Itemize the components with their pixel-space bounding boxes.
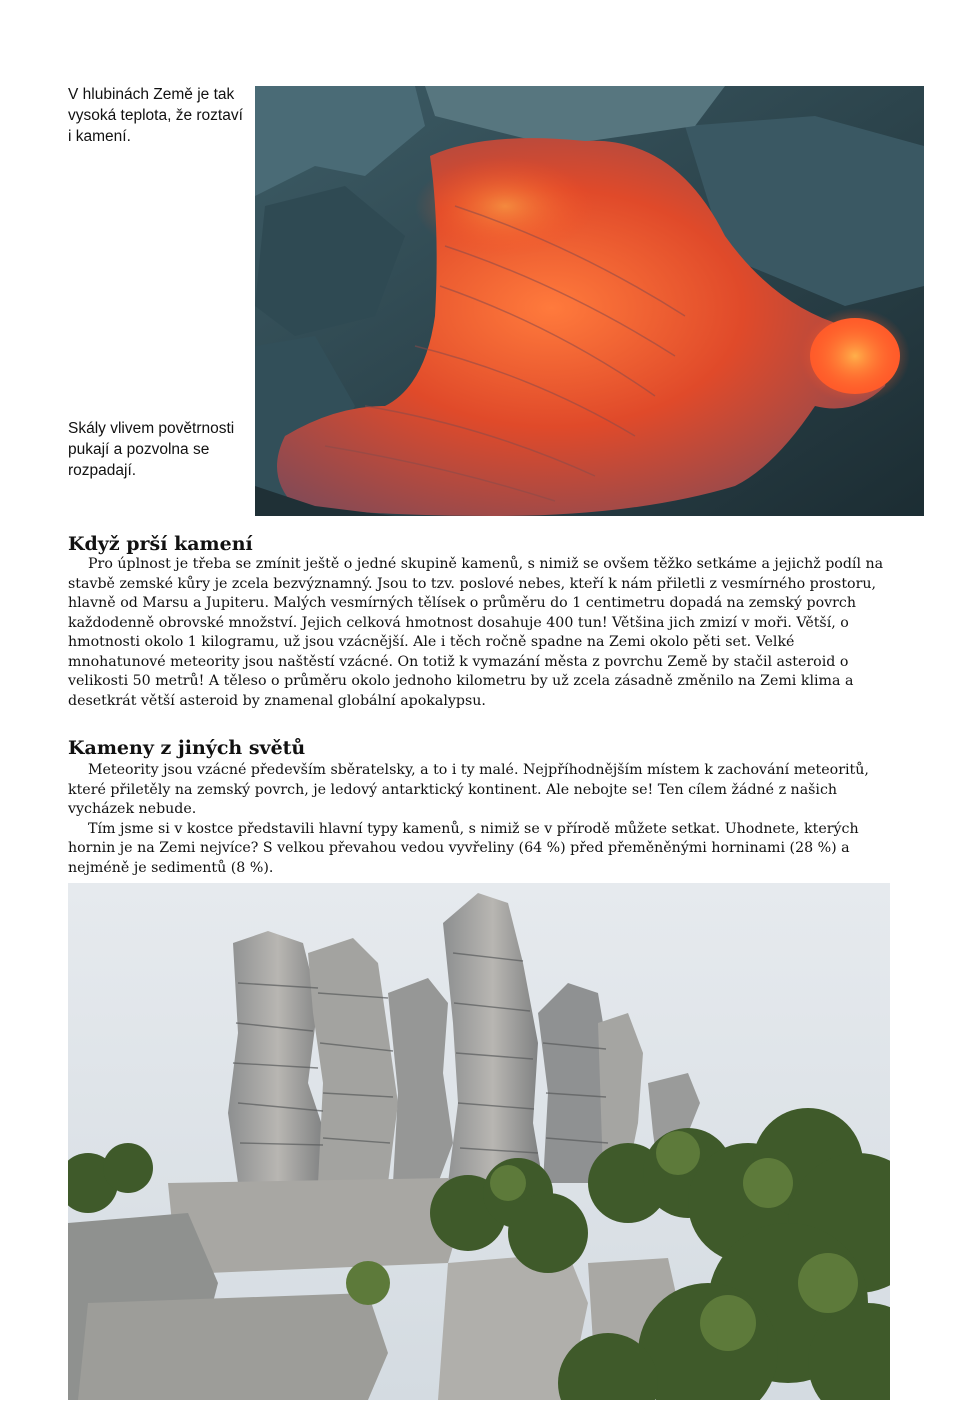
- rock-formation-photo: [68, 883, 890, 1400]
- section-body-other-worlds: [68, 761, 890, 878]
- paragraph: Pro úplnost je třeba se zmínit ještě o jedné skupině kamenů, s nimiž se ovšem těžko setkáme a jejichž podíl na stavbě zemské kůry je zcela bezvýznamný. Jsou to tzv. poslové nebes, kteří k nám přiletli z vesmírného prostoru, hlavně od Marsu a Jupiteru. Malých vesmírných tělísek o průměru do 1 centimetru dopadá na zemský povrch každodenně obrovské množství. Jejich celková hmotnost dosahuje 400 tun! Většina jich zmizí v moři. Větší, o hmotnosti okolo 1 kilogramu, už jsou vzácnější. Ale i těch ročně spadne na Zemi okolo pěti set. Velké mnohatunové meteority jsou naštěstí vzácné. On totiž k vymazání města z povrchu Země by stačil asteroid o velikosti 50 metrů! A těleso o průměru okolo jednoho kilometru by už zcela zásadně změnilo na Zemi klima a desetkrát větší asteroid by znamenal globální apokalypsu.: [68, 556, 884, 709]
- caption-lava: [68, 84, 243, 147]
- section-body-meteor-rain: [68, 555, 890, 711]
- section-heading-meteor-rain: Když prší kamení: [68, 533, 253, 555]
- lava-illustration: [255, 86, 924, 516]
- section-heading-other-worlds: Kameny z jiných světů: [68, 737, 306, 759]
- caption-rocks-text: Skály vlivem povětrnosti pukají a pozvolna se rozpadají.: [68, 420, 235, 479]
- caption-rocks: [68, 418, 243, 481]
- lava-photo: [255, 86, 924, 516]
- caption-lava-text: V hlubinách Země je tak vysoká teplota, že roztaví i kamení.: [68, 86, 243, 145]
- paragraph: Meteority jsou vzácné především sběratelsky, a to i ty malé. Nejpříhodnějším místem k zachování meteoritů, které přiletěly na zemský povrch, je ledový antarktický kontinent. Ale nebojte se! Ten cílem žádné z našich vycházek nebude.: [68, 762, 869, 817]
- paragraph: Tím jsme si v kostce představili hlavní typy kamenů, s nimiž se v přírodě můžete setkat. Uhodnete, kterých hornin je na Zemi nejvíce? S velkou převahou vedou vyvřeliny (64 %) před přeměněnými horninami (28 %) a nejméně je sedimentů (8 %).: [68, 820, 859, 876]
- rock-formation-illustration: [68, 883, 890, 1400]
